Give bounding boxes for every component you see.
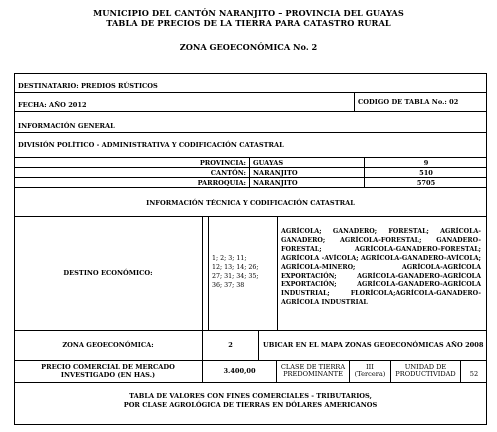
informacion-tecnica-label: INFORMACIÓN TÉCNICA Y CODIFICACIÓN CATASTRAL (146, 199, 355, 207)
codigo-tabla-label: CODIGO DE TABLA No.: 02 (358, 98, 459, 106)
precio-label (14, 361, 202, 381)
destino-codes-line2: 12; 13; 14; 26; (212, 263, 259, 271)
clase-tierra-number: III (366, 362, 374, 371)
destino-economico-label: DESTINO ECONÓMICO: (63, 269, 153, 277)
unidad-line2: PRODUCTIVIDAD (395, 370, 456, 378)
canton-name: NARANJITO (253, 168, 298, 177)
fecha-label: FECHA: AÑO 2012 (18, 101, 87, 109)
canton-code: 510 (419, 168, 433, 177)
zona-value: 2 (228, 341, 233, 349)
destino-codes (212, 255, 274, 291)
destino-codes-line3: 27; 31; 34; 35; (212, 272, 259, 280)
clase-tierra-value (350, 361, 390, 381)
ubicar-mapa-label: UBICAR EN EL MAPA ZONAS GEOECONÓMICAS AÑO 2008 (263, 341, 484, 349)
destino-codes-line4: 36; 37; 38 (212, 281, 245, 289)
destinatario-label: DESTINATARIO: PREDIOS RÚSTICOS (18, 82, 158, 90)
destino-codes-line1: 1; 2; 3; 11; (212, 255, 247, 262)
document-title: MUNICIPIO DEL CANTÓN NARANJITO – PROVINCIA DEL GUAYAS (93, 8, 404, 18)
division-label: DIVISIÓN POLÍTICO - ADMINISTRATIVA Y CODIFICACIÓN CATASTRAL (18, 141, 284, 149)
clase-tierra-label (277, 361, 349, 381)
document-subtitle: TABLA DE PRECIOS DE LA TIERRA PARA CATASTRO RURAL (106, 18, 391, 28)
footer-text (14, 383, 487, 419)
parroquia-code: 5705 (416, 178, 436, 187)
zone-title: ZONA GEOECONÓMICA No. 2 (179, 42, 318, 52)
clase-tierra-line1: CLASE DE TIERRA (280, 362, 346, 371)
provincia-label: PROVINCIA: (199, 158, 246, 167)
unidad-line1: UNIDAD DE (404, 362, 447, 371)
parroquia-name: NARANJITO (253, 178, 298, 187)
clase-tierra-line2: PREDOMINANTE (283, 370, 343, 378)
provincia-name: GUAYAS (253, 158, 284, 167)
destino-description: AGRÍCOLA; GANADERO; FORESTAL; AGRÍCOLA-GANADERO; AGRÍCOLA-FORESTAL; GANADERO-FORESTAL; AGRÍCOLA-GANADERO-FORESTAL; AGRÍCOLA -AVÍCOLA; AGRÍCOLA-GANADERO-AVÍCOLA; AGRÍCOLA-MINERO; AGRÍCOLA-AGRÍCOLA EXPORTACIÓN; AGRÍCOLA-GANADERO-AGRÍCOLA EXPORTACIÓN; AGRÍCOLA-GANADERO-AGRÍCOLA INDUSTRIAL; FLORÍCOLA;AGRÍCOLA-GANADERO-AGRÍCOLA INDUSTRIAL (281, 228, 481, 307)
footer-line1: TABLA DE VALORES CON FINES COMERCIALES - TRIBUTARIOS, (129, 392, 372, 400)
informacion-general-label: INFORMACIÓN GENERAL (18, 122, 115, 130)
parroquia-label: PARROQUIA: (197, 178, 246, 187)
precio-label-line2: INVESTIGADO (EN HAS.) (60, 371, 156, 379)
unidad-productividad-label (391, 361, 460, 381)
footer-line2: POR CLASE AGROLÓGICA DE TIERRAS EN DÓLARES AMERICANOS (123, 401, 378, 409)
provincia-code: 9 (423, 158, 429, 167)
precio-value: 3.400,00 (223, 367, 256, 375)
clase-tierra-sub: (Tercera) (354, 370, 386, 378)
zona-label: ZONA GEOECONÓMICA: (62, 341, 154, 349)
unidad-productividad-value: 52 (469, 369, 479, 378)
canton-label: CANTÓN: (210, 168, 246, 177)
precio-label-line1: PRECIO COMERCIAL DE MERCADO (41, 363, 175, 371)
